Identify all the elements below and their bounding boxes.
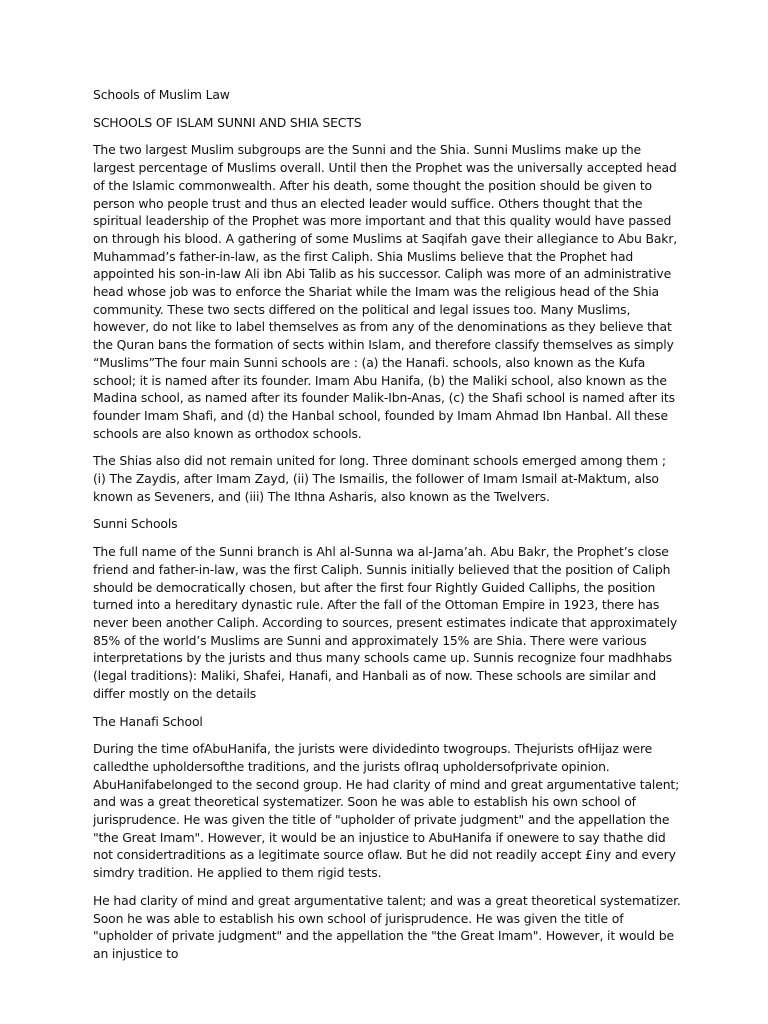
intro-paragraph-2: The Shias also did not remain united for long. Three dominant schools emerged among them ; (i) The Zaydis, after Imam Zayd, (ii) The Ismailis, the follower of Imam Ismail at-Maktum, also known as Seveners, and (iii) The Ithna Asharis, also known as the Twelvers. [93, 453, 666, 504]
section-heading-sunni: Sunni Schools [93, 516, 178, 532]
document-page [93, 86, 681, 973]
document-subtitle: SCHOOLS OF ISLAM SUNNI AND SHIA SECTS [93, 114, 362, 130]
section-heading-hanafi: The Hanafi School [93, 713, 203, 729]
document-title: Schools of Muslim Law [93, 87, 230, 102]
hanafi-paragraph-2: He had clarity of mind and great argumentative talent; and was a great theoretical systematizer. Soon he was able to establish his own school of jurisprudence. He was given the title of "upholder of private judgment" and the appellation the "the Great Imam". However, it would be an injustice to [93, 892, 681, 961]
sunni-paragraph: The full name of the Sunni branch is Ahl al-Sunna wa al-Jama’ah. Abu Bakr, the Prophet’s close friend and father-in-law, was the first Caliph. Sunnis initially believed that the position of Caliph should be democratically chosen, but after the first four Rightly Guided Calliphs, the position turned into a hereditary dynastic rule. After the fall of the Ottoman Empire in 1923, there has never been another Caliph. According to sources, present estimates indicate that approximately 85% of the world’s Muslims are Sunni and approximately 15% are Shia. There were various interpretations by the jurists and thus many schools came up. Sunnis recognize four madhhabs (legal traditions): Maliki, Shafei, Hanafi, and Hanbali as of now. These schools are similar and differ mostly on the details [93, 544, 678, 701]
hanafi-paragraph-1: During the time ofAbuHanifa, the jurists were dividedinto twogroups. Thejurists ofHijaz were calledthe upholdersofthe traditions, and the jurists ofIraq upholdersofprivate opinion. AbuHanifabelonged to the second group. He had clarity of mind and great argumentative talent; and was a great theoretical systematizer. Soon he was able to establish his own school of jurisprudence. He was given the title of "upholder of private judgment" and the appellation the "the Great Imam". However, it would be an injustice to AbuHanifa if onewere to say thathe did not considertraditions as a legitimate source oflaw. But he did not readily accept £iny and every simdry tradition. He applied to them rigid tests. [93, 741, 680, 881]
intro-paragraph-1: The two largest Muslim subgroups are the Sunni and the Shia. Sunni Muslims make up the largest percentage of Muslims overall. Until then the Prophet was the universally accepted head of the Islamic commonwealth. After his death, some thought the position should be given to person who people trust and thus an elected leader would suffice. Others thought that the spiritual leadership of the Prophet was more important and that this quality would have passed on through his blood. A gathering of some Muslims at Saqifah gave their allegiance to Abu Bakr, Muhammad’s father-in-law, as the first Caliph. Shia Muslims believe that the Prophet had appointed his son-in-law Ali ibn Abi Talib as his successor. Caliph was more of an administrative head whose job was to enforce the Shariat while the Imam was the religious head of the Shia community. These two sects differed on the political and legal issues too. Many Muslims, however, do not like to label themselves as from any of the denominations as they believe that the Quran bans the formation of sects within Islam, and therefore classify themselves as simply “Muslims”The four main Sunni schools are : (a) the Hanafi. schools, also known as the Kufa school; it is named after its founder. Imam Abu Hanifa, (b) the Maliki school, also known as the Madina school, as named after its founder Malik-Ibn-Anas, (c) the Shafi school is named after its founder Imam Shafi, and (d) the Hanbal school, founded by Imam Ahmad Ibn Hanbal. All these schools are also known as orthodox schools. [93, 142, 678, 441]
